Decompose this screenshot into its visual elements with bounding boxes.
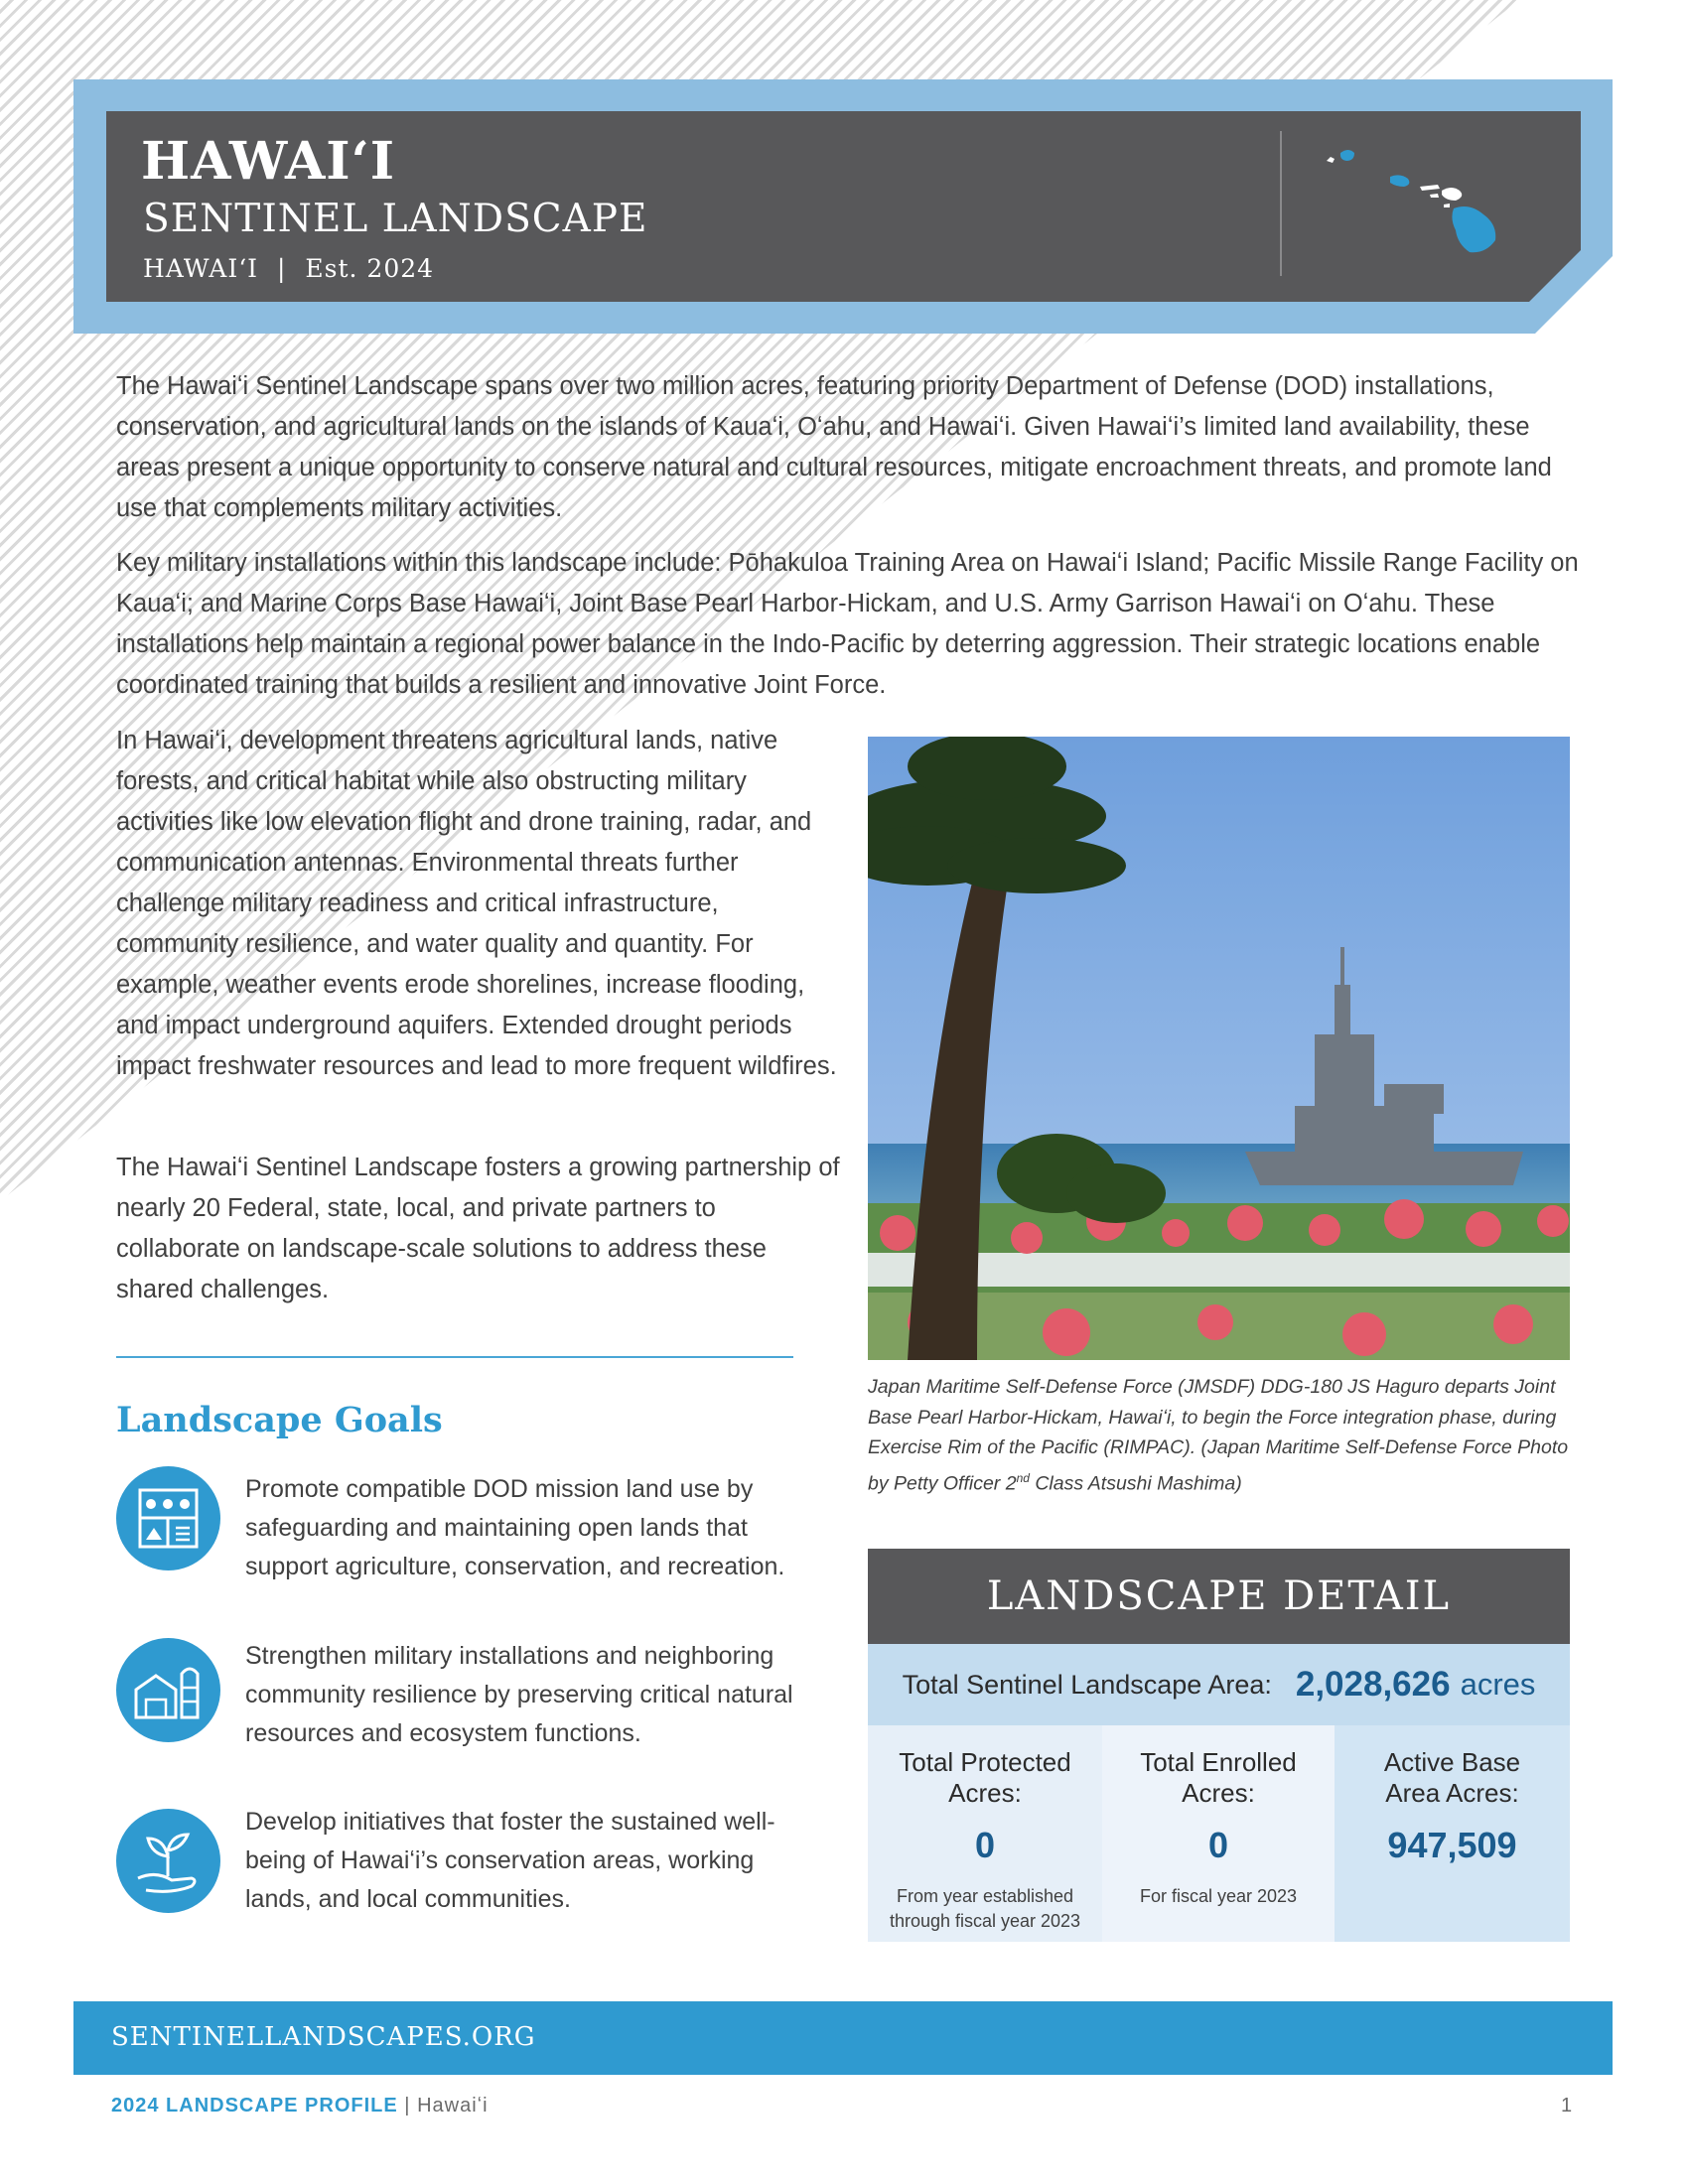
enrolled-acres-note: For fiscal year 2023 — [1139, 1886, 1298, 1906]
enrolled-acres-cell — [1102, 1725, 1335, 1942]
active-base-acres-value: 947,509 — [1387, 1825, 1517, 1865]
page-subtitle: SENTINEL LANDSCAPE — [143, 197, 648, 241]
photo-caption-text-end: Class Atsushi Mashima) — [1029, 1472, 1242, 1494]
goals-heading: Landscape Goals — [116, 1400, 443, 1440]
enrolled-acres-label — [1102, 1747, 1335, 1809]
profile-label: 2024 LANDSCAPE PROFILE — [111, 2095, 398, 2116]
page-number: 1 — [1561, 2095, 1573, 2116]
goal-1-text: Promote compatible DOD mission land use by safeguarding and maintaining open lands that support agriculture, conservation, and recreation. — [245, 1475, 785, 1580]
profile-separator: | — [404, 2095, 411, 2116]
header-divider — [1280, 131, 1282, 276]
protected-acres-label-line-1: Total Protected — [899, 1747, 1071, 1777]
landscape-detail-heading: LANDSCAPE DETAIL — [868, 1549, 1570, 1644]
profile-place: Hawaiʻi — [417, 2095, 489, 2116]
total-area-row — [868, 1644, 1570, 1725]
protected-acres-note-line-2: through fiscal year 2023 — [889, 1911, 1081, 1931]
threats-paragraph: In Hawaiʻi, development threatens agricultural lands, native forests, and critical habitat while also obstructing military activities like low elevation flight and drone training, radar, and communication antennas. Environmental threats further challenge military readiness and critical infrastructure, community resilience, and water quality and quantity. For example, weather events erode shorelines, increase flooding, and impact underground aquifers. Extended drought periods impact freshwater resources and lead to more frequent wildfires. — [116, 727, 837, 1080]
protected-acres-cell — [868, 1725, 1102, 1942]
photo-caption-text: Japan Maritime Self-Defense Force (JMSDF) DDG-180 JS Haguro departs Joint Base Pearl Harbor-Hickam, Hawaiʻi, to begin the Force integration phase, during Exercise Rim of the Pacific (RIMPAC). (Japan Maritime Self-Defense Force Photo by Petty Officer 2 — [868, 1376, 1569, 1494]
active-base-acres-label-line-1: Active Base — [1383, 1747, 1521, 1777]
hawaii-islands-map-icon — [1321, 139, 1519, 268]
hand-sprout-icon — [116, 1809, 220, 1913]
header-meta — [143, 254, 434, 283]
active-base-acres-label-line-2: Area Acres: — [1385, 1778, 1519, 1808]
protected-acres-value: 0 — [974, 1825, 996, 1865]
barn-silo-icon — [116, 1638, 220, 1742]
enrolled-acres-label-line-1: Total Enrolled — [1140, 1747, 1297, 1777]
photo-caption — [868, 1372, 1583, 1499]
page-title: HAWAIʻI — [141, 131, 396, 192]
intro-paragraph-1: The Hawaiʻi Sentinel Landscape spans over two million acres, featuring priority Department of Defense (DOD) installations, conservation, and agricultural lands on the islands of Kauaʻi, Oʻahu, and Hawaiʻi. Given Hawaiʻi’s limited land availability, these areas present a unique opportunity to conserve natural and cultural resources, mitigate encroachment threats, and promote land use that complements military activities. — [116, 372, 1552, 522]
active-base-acres-label — [1335, 1747, 1570, 1809]
photo-caption-superscript: nd — [1016, 1470, 1030, 1485]
enrolled-acres-label-line-2: Acres: — [1182, 1778, 1255, 1808]
goal-2-text: Strengthen military installations and neighboring community resilience by preserving critical natural resources and ecosystem functions. — [245, 1642, 793, 1747]
header-state: HAWAIʻI — [143, 254, 259, 283]
section-divider — [116, 1356, 793, 1358]
enrolled-acres-value: 0 — [1207, 1825, 1229, 1865]
goal-3-text: Develop initiatives that foster the sustained well-being of Hawaiʻi’s conservation areas, working lands, and local communities. — [245, 1808, 775, 1913]
protected-acres-label-line-2: Acres: — [948, 1778, 1022, 1808]
ship-harbor-photo — [868, 737, 1570, 1360]
total-area-unit: acres — [1460, 1667, 1536, 1702]
header-established: Est. 2024 — [305, 254, 435, 283]
total-area-value: 2,028,626 — [1295, 1665, 1451, 1704]
protected-acres-note — [868, 1884, 1102, 1934]
land-use-grid-icon — [116, 1466, 220, 1570]
footer-profile — [111, 2095, 489, 2117]
protected-acres-label — [868, 1747, 1102, 1809]
partnership-paragraph: The Hawaiʻi Sentinel Landscape fosters a growing partnership of nearly 20 Federal, state, local, and private partners to collaborate on landscape-scale solutions to address these shared challenges. — [116, 1154, 840, 1303]
total-area-label: Total Sentinel Landscape Area: — [902, 1669, 1272, 1700]
protected-acres-note-line-1: From year established — [896, 1886, 1074, 1906]
intro-paragraph-2: Key military installations within this landscape include: Pōhakuloa Training Area on Hawaiʻi Island; Pacific Missile Range Facility on Kauaʻi; and Marine Corps Base Hawaiʻi, Joint Base Pearl Harbor-Hickam, and U.S. Army Garrison Hawaiʻi on Oʻahu. These installations help maintain a regional power balance in the Indo-Pacific by deterring aggression. Their strategic locations enable coordinated training that builds a resilient and innovative Joint Force. — [116, 549, 1579, 699]
website-link[interactable]: SENTINELLANDSCAPES.ORG — [111, 2022, 536, 2052]
header-separator: | — [277, 254, 287, 283]
active-base-acres-cell — [1335, 1725, 1570, 1942]
